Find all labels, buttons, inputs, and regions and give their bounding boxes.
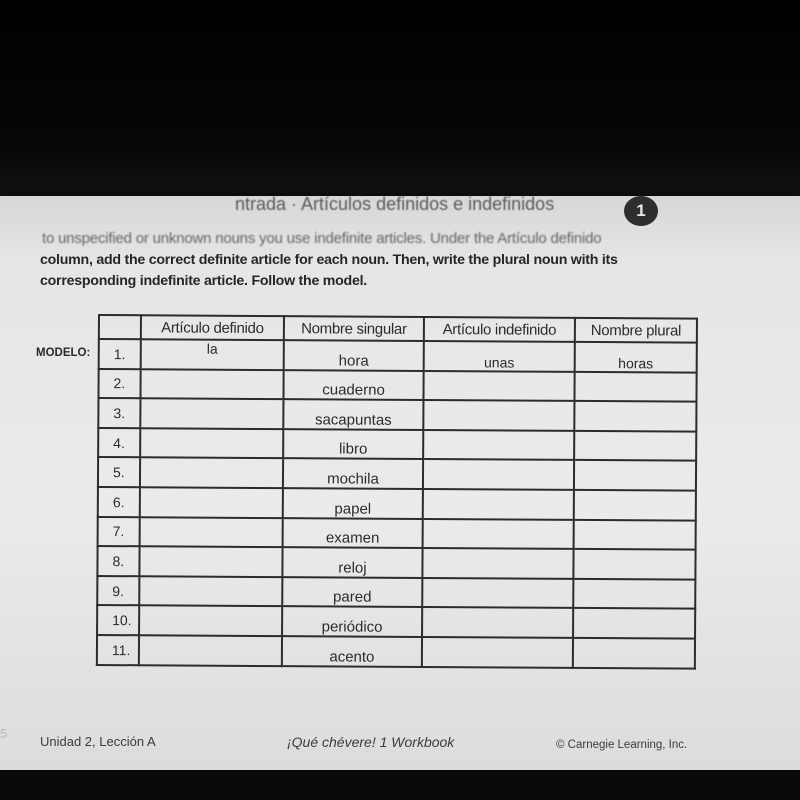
- model-label: MODELO:: [36, 347, 91, 359]
- plural-noun-cell[interactable]: [574, 372, 696, 402]
- table-header-row: [99, 315, 697, 343]
- definite-article-cell[interactable]: [139, 576, 282, 606]
- indefinite-article-cell[interactable]: [422, 578, 573, 609]
- row-number: 1.: [99, 339, 141, 369]
- definite-article-cell[interactable]: [140, 428, 283, 458]
- singular-noun-cell: periódico: [282, 606, 422, 636]
- row-number: 6.: [98, 487, 140, 517]
- singular-noun-cell: pared: [282, 577, 422, 607]
- cut-off-instruction-line: to unspecified or unknown nouns you use indefinite articles. Under the Artículo definido: [42, 230, 602, 247]
- column-header-singular-noun: Nombre singular: [284, 316, 424, 341]
- row-number: 5.: [98, 457, 140, 487]
- singular-noun-cell: libro: [283, 429, 423, 459]
- singular-noun-cell: cuaderno: [283, 370, 423, 400]
- table-row: [97, 576, 695, 609]
- singular-noun-cell: reloj: [282, 547, 422, 577]
- singular-noun-cell: hora: [284, 340, 424, 370]
- definite-article-cell[interactable]: [140, 398, 283, 428]
- indefinite-article-cell[interactable]: [423, 489, 574, 520]
- table-row: [97, 635, 695, 668]
- table-row: [98, 428, 696, 461]
- row-number: 11.: [97, 635, 139, 665]
- definite-article-cell[interactable]: [140, 487, 283, 517]
- row-number: 3.: [98, 398, 140, 428]
- indefinite-article-cell[interactable]: [423, 430, 574, 461]
- column-header-number: [99, 315, 141, 339]
- plural-noun-cell[interactable]: horas: [575, 342, 697, 372]
- footer-book-title: ¡Qué chévere! 1 Workbook: [287, 734, 455, 750]
- column-header-indefinite-article: Artículo indefinido: [424, 317, 575, 342]
- table-row: [97, 546, 695, 579]
- indefinite-article-cell[interactable]: [423, 371, 574, 402]
- instruction-line-2: corresponding indefinite article. Follow the model.: [40, 273, 367, 289]
- row-number: 7.: [98, 517, 140, 547]
- row-number: 4.: [98, 428, 140, 458]
- singular-noun-cell: acento: [282, 636, 422, 666]
- table-row: [98, 398, 696, 431]
- plural-noun-cell[interactable]: [573, 549, 695, 579]
- column-header-definite-article: Artículo definido: [141, 315, 284, 340]
- footer-copyright: © Carnegie Learning, Inc.: [556, 739, 688, 751]
- page-number: 5: [0, 726, 8, 741]
- singular-noun-cell: examen: [283, 518, 423, 548]
- table-row: [99, 339, 697, 372]
- table-row: [98, 487, 696, 520]
- cut-off-section-heading: ntrada · Artículos definidos e indefinidos: [235, 194, 555, 214]
- plural-noun-cell[interactable]: [574, 519, 696, 549]
- definite-article-cell[interactable]: la: [141, 339, 284, 369]
- plural-noun-cell[interactable]: [573, 638, 695, 668]
- indefinite-article-cell[interactable]: [422, 637, 573, 668]
- indefinite-article-cell[interactable]: unas: [424, 341, 575, 372]
- row-number: 10.: [97, 605, 139, 635]
- table-row: [98, 369, 696, 402]
- table-row: [97, 605, 695, 638]
- definite-article-cell[interactable]: [140, 458, 283, 488]
- plural-noun-cell[interactable]: [573, 608, 695, 638]
- indefinite-article-cell[interactable]: [422, 548, 573, 579]
- table-row: [98, 457, 696, 490]
- column-header-plural-noun: Nombre plural: [575, 318, 697, 343]
- definite-article-cell[interactable]: [140, 517, 283, 547]
- dark-background-top: [0, 0, 800, 200]
- row-number: 9.: [97, 576, 139, 606]
- definite-article-cell[interactable]: [139, 606, 282, 636]
- exercise-table: [96, 314, 698, 669]
- table-row: [98, 517, 696, 550]
- definite-article-cell[interactable]: [139, 546, 282, 576]
- singular-noun-cell: sacapuntas: [283, 399, 423, 429]
- definite-article-cell[interactable]: [140, 369, 283, 399]
- plural-noun-cell[interactable]: [574, 490, 696, 520]
- row-number: 2.: [98, 369, 140, 399]
- instruction-line-1: column, add the correct definite article for each noun. Then, write the plural noun with its: [40, 252, 618, 268]
- plural-noun-cell[interactable]: [573, 579, 695, 609]
- dark-background-bottom: [0, 770, 800, 800]
- plural-noun-cell[interactable]: [574, 401, 696, 431]
- singular-noun-cell: papel: [283, 488, 423, 518]
- plural-noun-cell[interactable]: [574, 460, 696, 490]
- activity-number-badge: 1: [624, 196, 658, 226]
- indefinite-article-cell[interactable]: [423, 459, 574, 490]
- plural-noun-cell[interactable]: [574, 431, 696, 461]
- indefinite-article-cell[interactable]: [423, 519, 574, 550]
- definite-article-cell[interactable]: [139, 635, 282, 665]
- singular-noun-cell: mochila: [283, 459, 423, 489]
- footer-unit-lesson: Unidad 2, Lección A: [40, 734, 156, 749]
- indefinite-article-cell[interactable]: [422, 607, 573, 638]
- row-number: 8.: [97, 546, 139, 576]
- indefinite-article-cell[interactable]: [423, 400, 574, 431]
